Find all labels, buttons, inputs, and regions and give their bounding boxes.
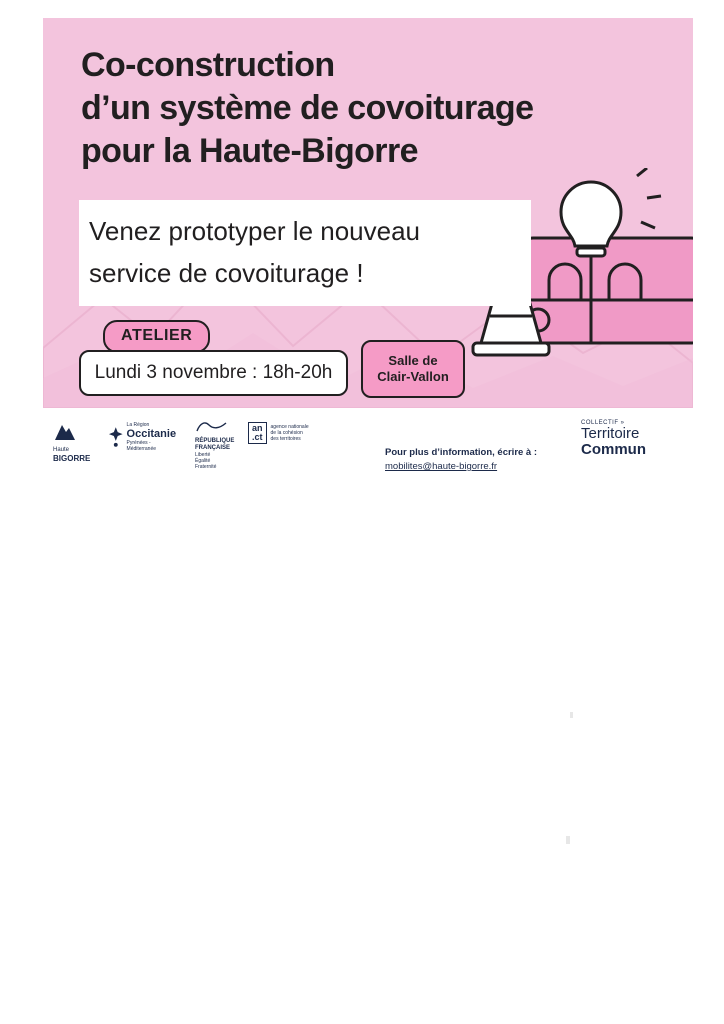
venue-line-2: Clair-Vallon	[377, 369, 449, 384]
occitanie-line-2: Occitanie	[126, 428, 177, 440]
headline-line-1: Co-construction	[81, 46, 335, 84]
flyer-pink-panel	[43, 18, 693, 408]
scanned-flyer	[43, 18, 693, 473]
bigorre-line-1: Haute	[53, 447, 70, 453]
atelier-badge: ATELIER	[103, 320, 210, 353]
scan-artifact	[570, 712, 573, 718]
contact-label: Pour plus d’information, écrire à :	[385, 447, 538, 458]
page-title	[81, 44, 661, 173]
marianne-icon	[195, 420, 229, 433]
subtitle-band	[79, 200, 531, 306]
occitanie-line-3: Pyrénées - Méditerranée	[126, 440, 157, 452]
subtitle-line-1: Venez prototyper le nouveau	[89, 216, 421, 246]
territoire-line-1: Territoire	[581, 425, 640, 442]
anct-mark-1: an	[252, 423, 263, 433]
bigorre-mark-icon	[53, 422, 77, 442]
anct-line-2: de la cohésion	[270, 430, 303, 436]
event-date-box: Lundi 3 novembre : 18h-20h	[79, 350, 348, 396]
scan-artifact	[566, 836, 570, 844]
logo-haute-bigorre	[53, 422, 101, 463]
footer-logos	[43, 416, 693, 472]
republique-motto-1: Liberté	[195, 452, 211, 458]
logo-anct	[248, 422, 363, 444]
subtitle-line-2: service de covoiturage !	[89, 258, 364, 288]
contact-email[interactable]: mobilites@haute-bigorre.fr	[385, 461, 498, 472]
bigorre-line-2: BIGORRE	[53, 454, 91, 463]
territoire-line-2: Commun	[581, 441, 646, 458]
republique-line-1: RÉPUBLIQUE	[195, 438, 235, 444]
event-venue-box	[361, 340, 465, 398]
anct-mark-2: .ct	[252, 432, 263, 442]
logo-territoire-commun	[581, 420, 693, 458]
occitanie-line-1: La Région	[126, 422, 150, 428]
logo-region-occitanie	[108, 422, 180, 452]
republique-motto-3: Fraternité	[195, 464, 217, 470]
republique-motto-2: Égalité	[195, 458, 211, 464]
territoire-prefix: COLLECTIF »	[581, 420, 625, 426]
anct-line-3: des territoires	[270, 436, 301, 442]
venue-line-1: Salle de	[388, 353, 438, 368]
headline-line-3: pour la Haute-Bigorre	[81, 132, 418, 170]
contact-block	[385, 446, 537, 474]
republique-line-2: FRANÇAISE	[195, 445, 231, 451]
headline-line-2: d’un système de covoiturage	[81, 89, 534, 127]
logo-republique-francaise	[195, 420, 245, 470]
occitanie-cross-icon	[108, 426, 124, 448]
anct-line-1: agence nationale	[270, 424, 309, 430]
